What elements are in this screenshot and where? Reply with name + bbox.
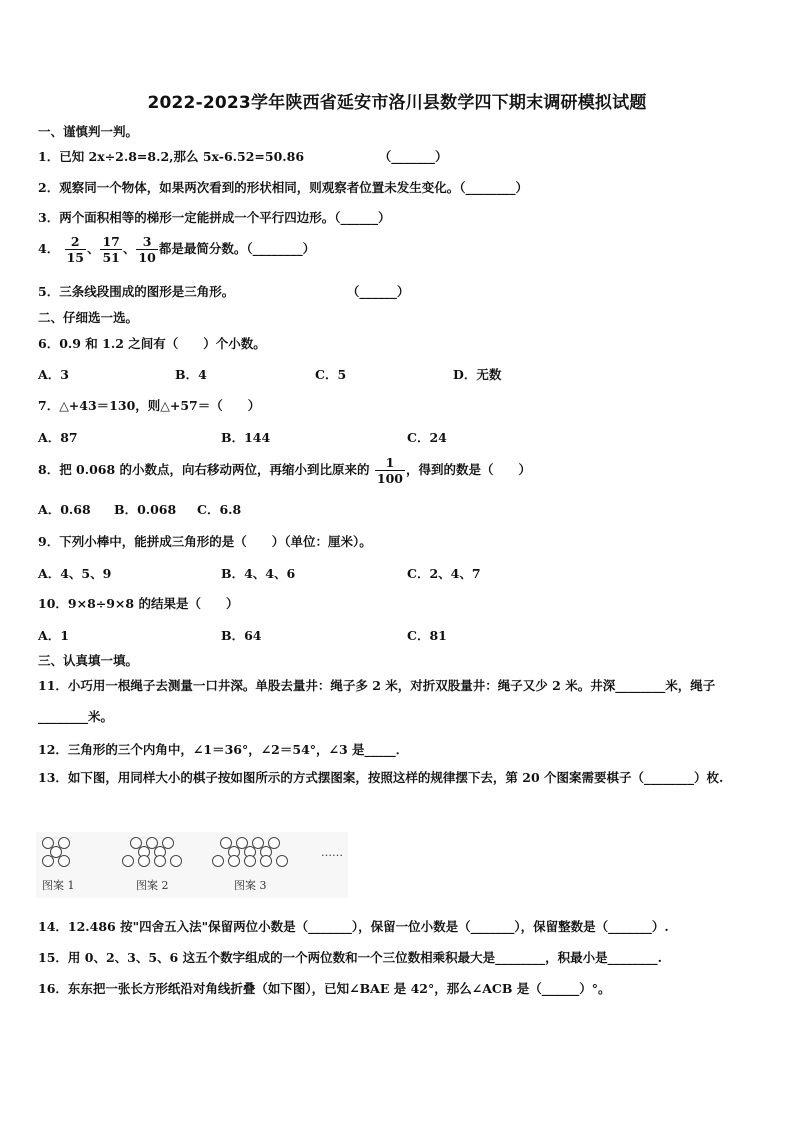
question-10: 10．9×8÷9×8 的结果是（ ） <box>38 596 239 611</box>
question-2: 2．观察同一个物体，如果两次看到的形状相同，则观察者位置未发生变化。（________） <box>38 180 528 195</box>
chess-piece <box>163 838 174 849</box>
question-1-blank: （_______） <box>378 149 448 164</box>
question-9-option-a: A．4、5、9 <box>38 566 112 581</box>
fraction-2-15: $\frac{2}{15}$ <box>66 234 84 265</box>
fraction-separator: 、 <box>86 241 100 256</box>
chess-piece <box>43 856 54 867</box>
ellipsis-label: …… <box>321 846 343 859</box>
question-1 <box>38 147 448 165</box>
question-8-option-a: A．0.68 <box>38 502 91 517</box>
pattern-1-label: 图案 1 <box>42 879 75 892</box>
question-7: 7．△+43＝130，则△+57＝（ ） <box>38 398 261 413</box>
question-6-option-d: D．无数 <box>453 367 502 382</box>
chess-piece <box>139 856 150 867</box>
chess-pattern-figure <box>36 832 348 898</box>
question-12: 12．三角形的三个内角中，∠1＝36°，∠2＝54°，∠3 是_____． <box>38 742 409 757</box>
chess-piece <box>213 856 224 867</box>
question-9-option-b: B．4、4、6 <box>221 566 296 581</box>
chess-piece <box>245 856 256 867</box>
chess-piece <box>43 838 54 849</box>
chess-piece <box>253 838 264 849</box>
question-13: 13．如下图，用同样大小的棋子按如图所示的方式摆图案，按照这样的规律摆下去，第 20 个图案需要棋子（________）枚. <box>38 770 724 785</box>
question-15: 15．用 0、2、3、5、6 这五个数字组成的一个两位数和一个三位数相乘积最大是________，积最小是________. <box>38 950 662 965</box>
pattern-2 <box>123 838 182 867</box>
question-8 <box>38 455 531 486</box>
question-8-option-b: B．0.068 <box>114 502 177 517</box>
question-6: 6．0.9 和 1.2 之间有（ ）个小数。 <box>38 336 266 351</box>
fraction-separator: 、 <box>122 241 136 256</box>
question-3: 3．两个面积相等的梯形一定能拼成一个平行四边形。（______） <box>38 210 391 225</box>
chess-piece <box>237 838 248 849</box>
question-10-option-c: C．81 <box>407 628 447 643</box>
chess-piece <box>131 838 142 849</box>
section-heading-3: 三、认真填一填。 <box>38 653 139 668</box>
question-1-text: 1．已知 2x÷2.8=8.2,那么 5x-6.52=50.86 <box>38 149 305 164</box>
chess-piece <box>123 856 134 867</box>
chess-piece <box>269 838 280 849</box>
question-7-option-a: A．87 <box>38 430 78 445</box>
chess-piece <box>155 856 166 867</box>
pattern-2-label: 图案 2 <box>136 879 169 892</box>
chess-piece <box>51 847 62 858</box>
question-5-text: 5．三条线段围成的图形是三角形。 <box>38 284 235 299</box>
question-7-option-c: C．24 <box>407 430 447 445</box>
question-7-option-b: B．144 <box>221 430 271 445</box>
fraction-3-10: $\frac{3}{10}$ <box>138 234 156 265</box>
question-4-tail: 都是最简分数。（________） <box>158 241 316 256</box>
question-11: 11．小巧用一根绳子去测量一口井深。单股去量井：绳子多 2 米，对折双股量井：绳子又少 2 米。井深________米，绳子________米。 <box>38 678 716 724</box>
chess-pattern-svg <box>36 832 348 898</box>
section-heading-1: 一、谨慎判一判。 <box>38 124 139 139</box>
question-5-blank: （______） <box>346 284 410 299</box>
fraction-17-51: $\frac{17}{51}$ <box>102 234 120 265</box>
chess-piece <box>221 838 232 849</box>
question-9-option-c: C．2、4、7 <box>407 566 481 581</box>
question-8-text-1: 8．把 0.068 的小数点，向右移动两位，再缩小到比原来的 <box>38 462 370 477</box>
pattern-3-label: 图案 3 <box>234 879 267 892</box>
fraction-1-100: $\frac{1}{100}$ <box>376 455 403 486</box>
question-8-option-c: C．6.8 <box>197 502 242 517</box>
question-14: 14．12.486 按"四舍五入法"保留两位小数是（_______），保留一位小数是（_______），保留整数是（_______）. <box>38 919 669 934</box>
section-heading-2: 二、仔细选一选。 <box>38 310 139 325</box>
question-16: 16．东东把一张长方形纸沿对角线折叠（如下图），已知∠BAE 是 42°，那么∠ACB 是（______）°。 <box>38 981 611 996</box>
chess-piece <box>147 838 158 849</box>
question-6-option-c: C．5 <box>315 367 347 382</box>
question-9: 9．下列小棒中，能拼成三角形的是（ ）（单位：厘米）。 <box>38 534 372 549</box>
page-title: 2022-2023学年陕西省延安市洛川县数学四下期末调研模拟试题 <box>147 93 647 113</box>
chess-piece <box>59 856 70 867</box>
pattern-1 <box>43 838 70 867</box>
question-6-option-a: A．3 <box>38 367 69 382</box>
question-6-option-b: B．4 <box>175 367 207 382</box>
chess-piece <box>171 856 182 867</box>
question-10-option-a: A．1 <box>38 628 69 643</box>
question-10-option-b: B．64 <box>221 628 262 643</box>
pattern-3 <box>213 838 288 867</box>
chess-piece <box>59 838 70 849</box>
question-4 <box>38 234 315 265</box>
question-4-number: 4． <box>38 241 60 256</box>
question-8-text-2: ，得到的数是（ ） <box>406 462 532 477</box>
chess-piece <box>261 856 272 867</box>
chess-piece <box>229 856 240 867</box>
chess-piece <box>277 856 288 867</box>
question-5 <box>38 282 409 300</box>
